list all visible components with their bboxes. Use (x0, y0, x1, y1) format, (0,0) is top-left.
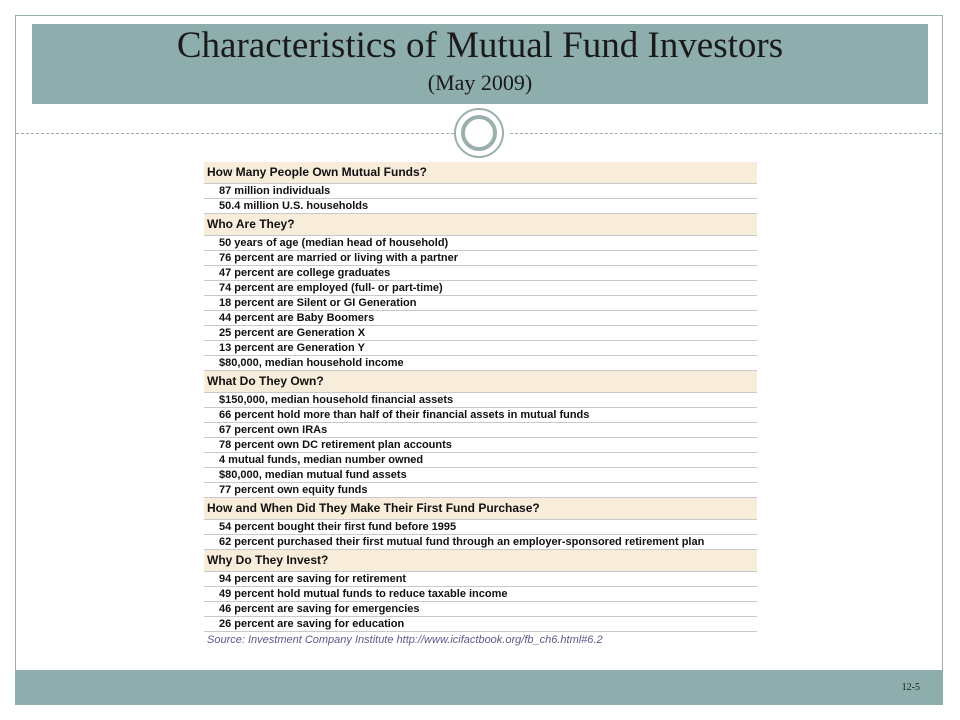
table-row: 49 percent hold mutual funds to reduce taxable income (204, 587, 757, 602)
table-row: 13 percent are Generation Y (204, 341, 757, 356)
divider-left (16, 133, 454, 134)
table-row: 62 percent purchased their first mutual fund through an employer-sponsored retirement plan (204, 535, 757, 550)
table-row: 78 percent own DC retirement plan accounts (204, 438, 757, 453)
table-row: 4 mutual funds, median number owned (204, 453, 757, 468)
table-row: 94 percent are saving for retirement (204, 572, 757, 587)
source-citation: Source: Investment Company Institute http://www.icifactbook.org/fb_ch6.html#6.2 (207, 634, 603, 646)
table-row: $150,000, median household financial assets (204, 393, 757, 408)
table-row: 87 million individuals (204, 184, 757, 199)
table-row: 54 percent bought their first fund before 1995 (204, 520, 757, 535)
ring-ornament-icon (454, 108, 504, 158)
investor-table (204, 162, 757, 648)
table-row: 18 percent are Silent or GI Generation (204, 296, 757, 311)
section-heading: How Many People Own Mutual Funds? (204, 162, 757, 184)
table-row: 26 percent are saving for education (204, 617, 757, 632)
table-row: 47 percent are college graduates (204, 266, 757, 281)
table-row: 44 percent are Baby Boomers (204, 311, 757, 326)
table-row: $80,000, median mutual fund assets (204, 468, 757, 483)
table-row: 74 percent are employed (full- or part-time) (204, 281, 757, 296)
table-row: 50.4 million U.S. households (204, 199, 757, 214)
section-heading: How and When Did They Make Their First Fund Purchase? (204, 498, 757, 520)
section-heading: Why Do They Invest? (204, 550, 757, 572)
section-heading: What Do They Own? (204, 371, 757, 393)
page-number: 12-5 (901, 682, 920, 693)
table-row: 67 percent own IRAs (204, 423, 757, 438)
slide-title: Characteristics of Mutual Fund Investors (176, 25, 784, 66)
footer-band (15, 670, 943, 705)
table-row: $80,000, median household income (204, 356, 757, 371)
slide-subtitle: (May 2009) (427, 70, 533, 95)
ring-inner (461, 115, 497, 151)
table-row: 76 percent are married or living with a partner (204, 251, 757, 266)
table-row: 66 percent hold more than half of their financial assets in mutual funds (204, 408, 757, 423)
table-row: 50 years of age (median head of household) (204, 236, 757, 251)
section-heading: Who Are They? (204, 214, 757, 236)
table-row: 46 percent are saving for emergencies (204, 602, 757, 617)
table-row: 77 percent own equity funds (204, 483, 757, 498)
table-row: 25 percent are Generation X (204, 326, 757, 341)
divider-right (510, 133, 942, 134)
